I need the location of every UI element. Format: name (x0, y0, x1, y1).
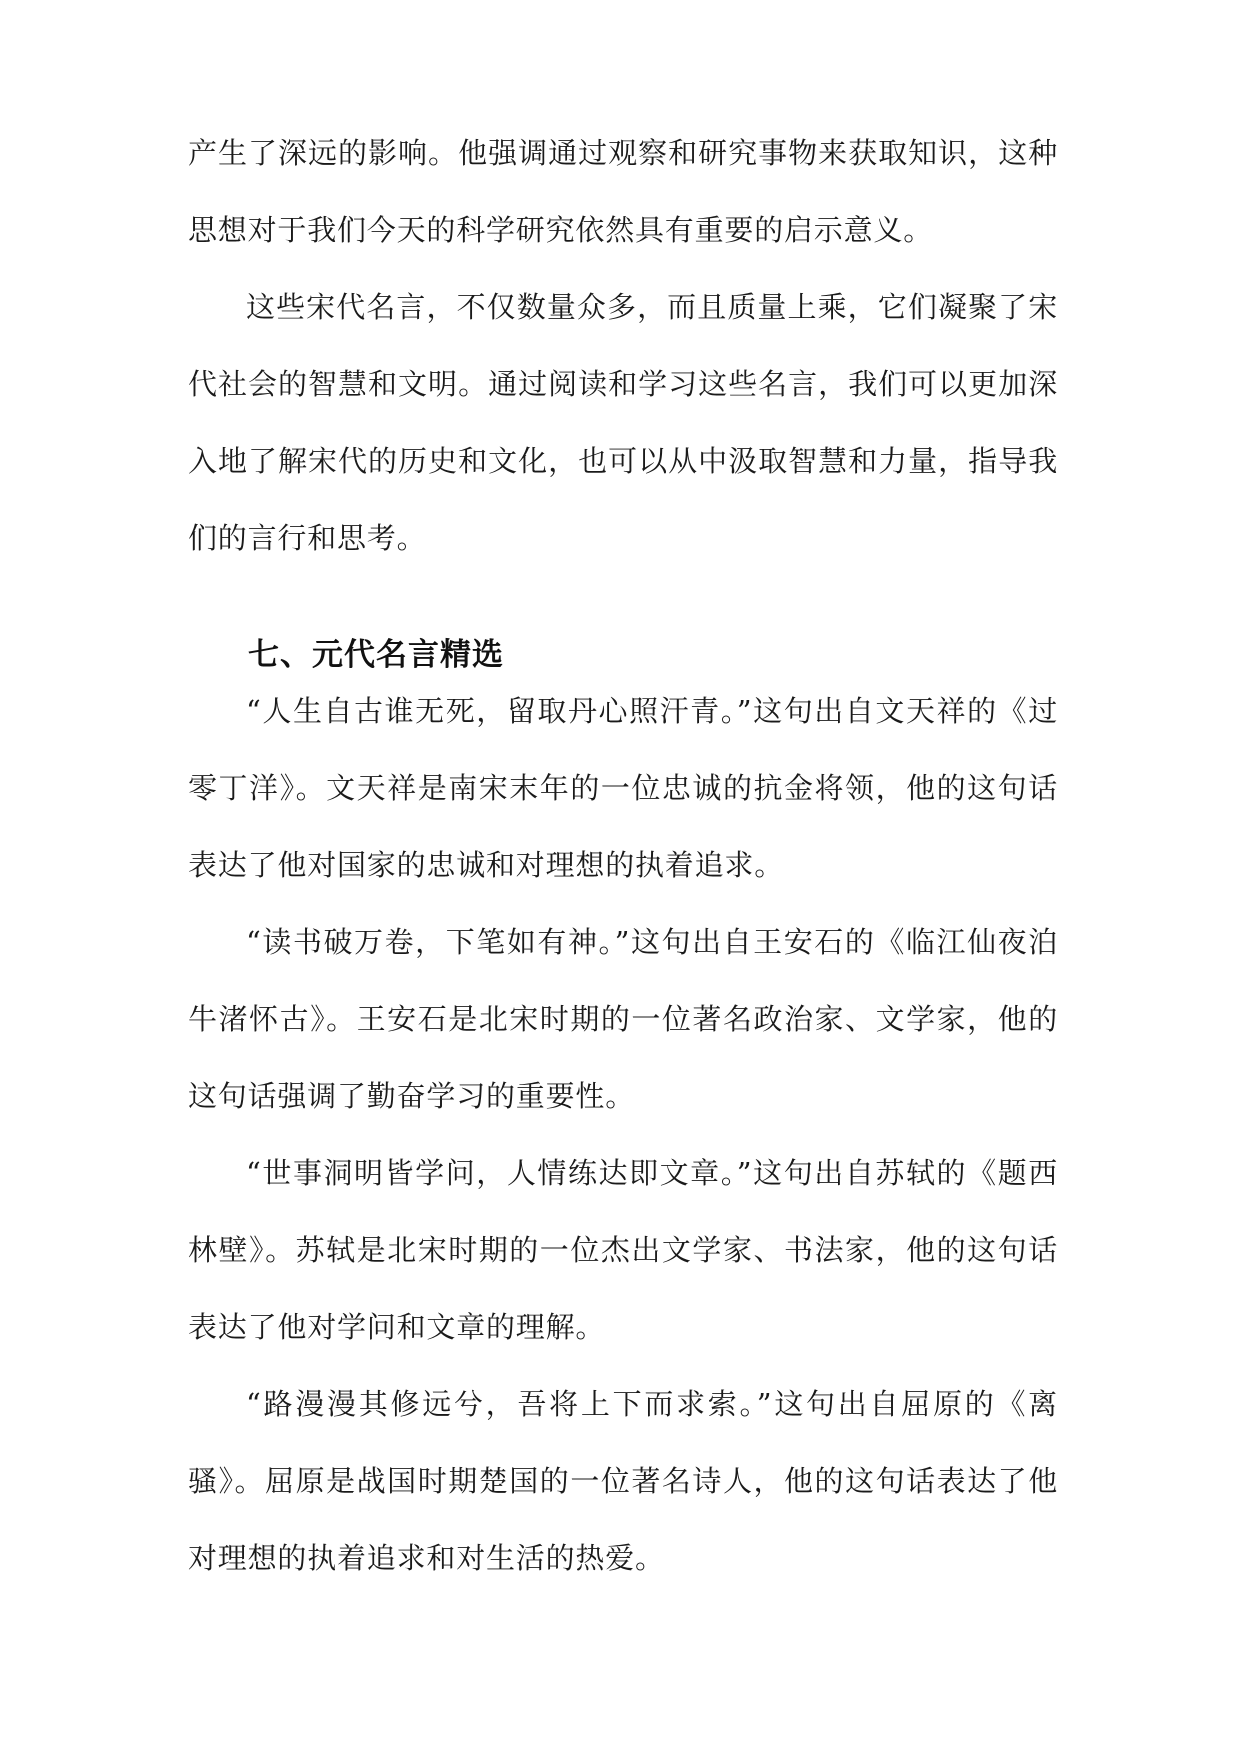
paragraph-quote-wang-anshi: “读书破万卷，下笔如有神。”这句出自王安石的《临江仙夜泊牛渚怀古》。王安石是北宋时期的一位著名政治家、文学家，他的这句话强调了勤奋学习的重要性。 (188, 925, 1058, 1113)
paragraph-quote-su-shi: “世事洞明皆学问，人情练达即文章。”这句出自苏轼的《题西林壁》。苏轼是北宋时期的一位杰出文学家、书法家，他的这句话表达了他对学问和文章的理解。 (188, 1156, 1058, 1344)
paragraph-continuation: 产生了深远的影响。他强调通过观察和研究事物来获取知识，这种思想对于我们今天的科学研究依然具有重要的启示意义。 (188, 136, 1058, 247)
section-heading: 七、元代名言精选 (248, 637, 504, 673)
paragraph-quote-wen-tianxiang: “人生自古谁无死，留取丹心照汗青。”这句出自文天祥的《过零丁洋》。文天祥是南宋末年的一位忠诚的抗金将领，他的这句话表达了他对国家的忠诚和对理想的执着追求。 (188, 694, 1058, 882)
section-yuan-body (188, 673, 1058, 1597)
section-before-body (188, 115, 1058, 577)
paragraph-quote-qu-yuan: “路漫漫其修远兮，吾将上下而求索。”这句出自屈原的《离骚》。屈原是战国时期楚国的一位著名诗人，他的这句话表达了他对理想的执着追求和对生活的热爱。 (188, 1387, 1058, 1575)
paragraph-song-summary: 这些宋代名言，不仅数量众多，而且质量上乘，它们凝聚了宋代社会的智慧和文明。通过阅读和学习这些名言，我们可以更加深入地了解宋代的历史和文化，也可以从中汲取智慧和力量，指导我们的言行和思考。 (188, 290, 1058, 555)
